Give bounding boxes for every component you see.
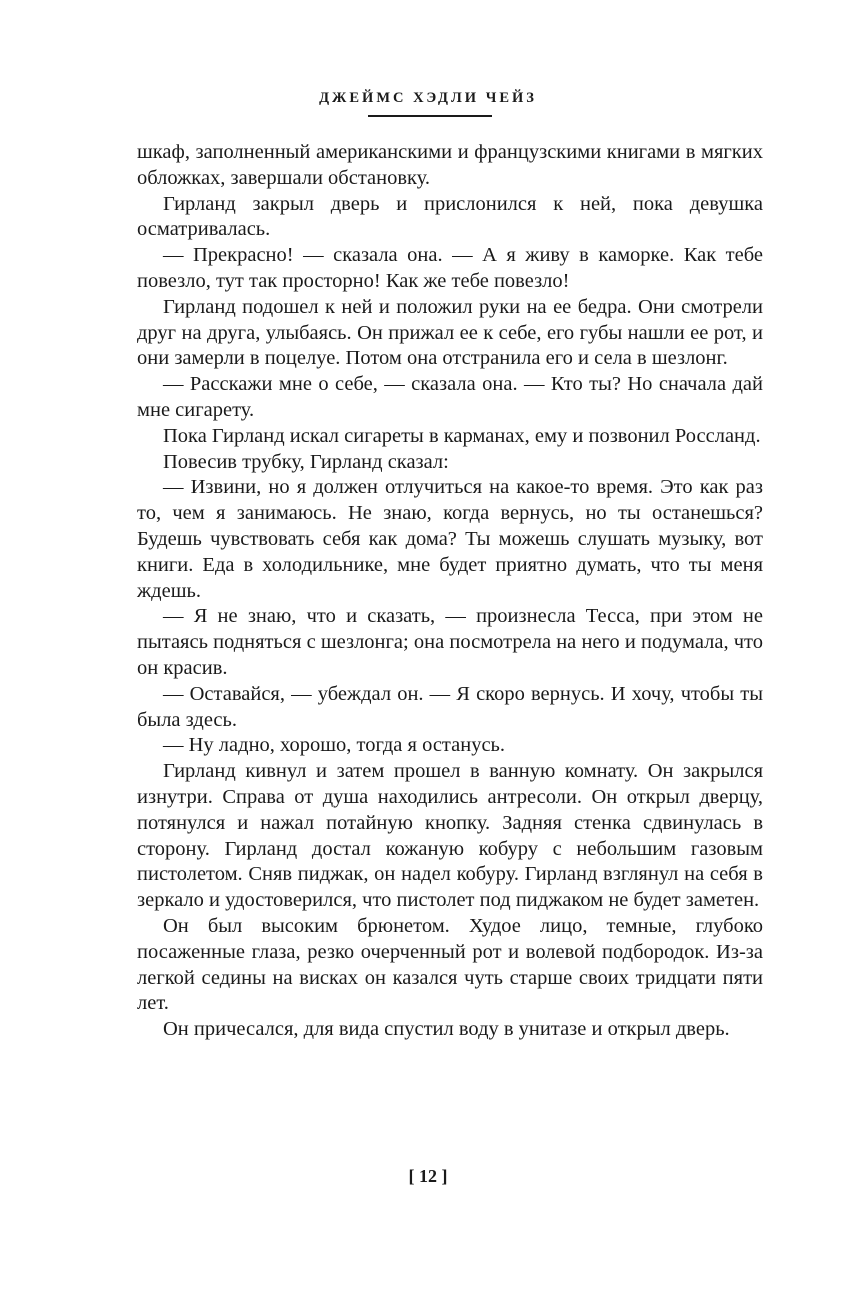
- head-rule: [368, 115, 492, 117]
- paragraph: Гирланд подошел к ней и положил руки на ее бедра. Они смотрели друг на друга, улыбаясь. Он прижал ее к себе, его губы нашли ее рот, и они замерли в поцелуе. Потом она отстранила его и села в шезлонг.: [137, 295, 763, 370]
- paragraph: — Прекрасно! — сказала она. — А я живу в каморке. Как тебе повезло, тут так просторно! Как же тебе повезло!: [137, 244, 763, 292]
- paragraph: Гирланд закрыл дверь и прислонился к ней, пока девушка осматривалась.: [137, 192, 763, 241]
- paragraph: Гирланд кивнул и затем прошел в ванную комнату. Он закрылся изнутри. Справа от душа находились антресоли. Он открыл дверцу, потянулся и нажал потайную кнопку. Задняя стенка сдвинулась в сторону. Гирланд достал кожаную кобуру с небольшим газовым пистолетом. Сняв пиджак, он надел кобуру. Гирланд взглянул на себя в зеркало и удостоверился, что пистолет под пиджаком не будет заметен.: [137, 760, 763, 912]
- paragraph: Он причесался, для вида спустил воду в унитазе и открыл дверь.: [163, 1018, 730, 1041]
- paragraph: — Ну ладно, хорошо, тогда я останусь.: [163, 734, 506, 757]
- paragraph: Он был высоким брюнетом. Худое лицо, темные, глубоко посаженные глаза, резко очерченный рот и волевой подбородок. Из-за легкой седины на висках он казался чуть старше своих тридцати пяти лет.: [137, 914, 763, 1015]
- body-text: [137, 140, 763, 1043]
- paragraph: — Оставайся, — убеждал он. — Я скоро вернусь. И хочу, чтобы ты была здесь.: [137, 682, 763, 731]
- running-head: ДЖЕЙМС ХЭДЛИ ЧЕЙЗ: [319, 90, 537, 106]
- paragraph: — Извини, но я должен отлучиться на какое-то время. Это как раз то, чем я занимаюсь. Не знаю, когда вернусь, но ты останешься? Будешь чувствовать себя как дома? Ты можешь слушать музыку, вот книги. Еда в холодильнике, мне будет приятно думать, что ты меня ждешь.: [137, 476, 763, 602]
- paragraph: — Я не знаю, что и сказать, — произнесла Тесса, при этом не пытаясь подняться с шезлонга; она посмотрела на него и подумала, что он красив.: [137, 605, 763, 679]
- paragraph: — Расскажи мне о себе, — сказала она. — Кто ты? Но сначала дай мне сигарету.: [137, 373, 763, 421]
- paragraph: Повесив трубку, Гирланд сказал:: [163, 450, 449, 473]
- page-number: [ 12 ]: [408, 1166, 448, 1186]
- paragraph: Пока Гирланд искал сигареты в карманах, ему и позвонил Россланд.: [163, 424, 761, 447]
- paragraph: шкаф, заполненный американскими и французскими книгами в мягких обложках, завершали обстановку.: [137, 141, 763, 189]
